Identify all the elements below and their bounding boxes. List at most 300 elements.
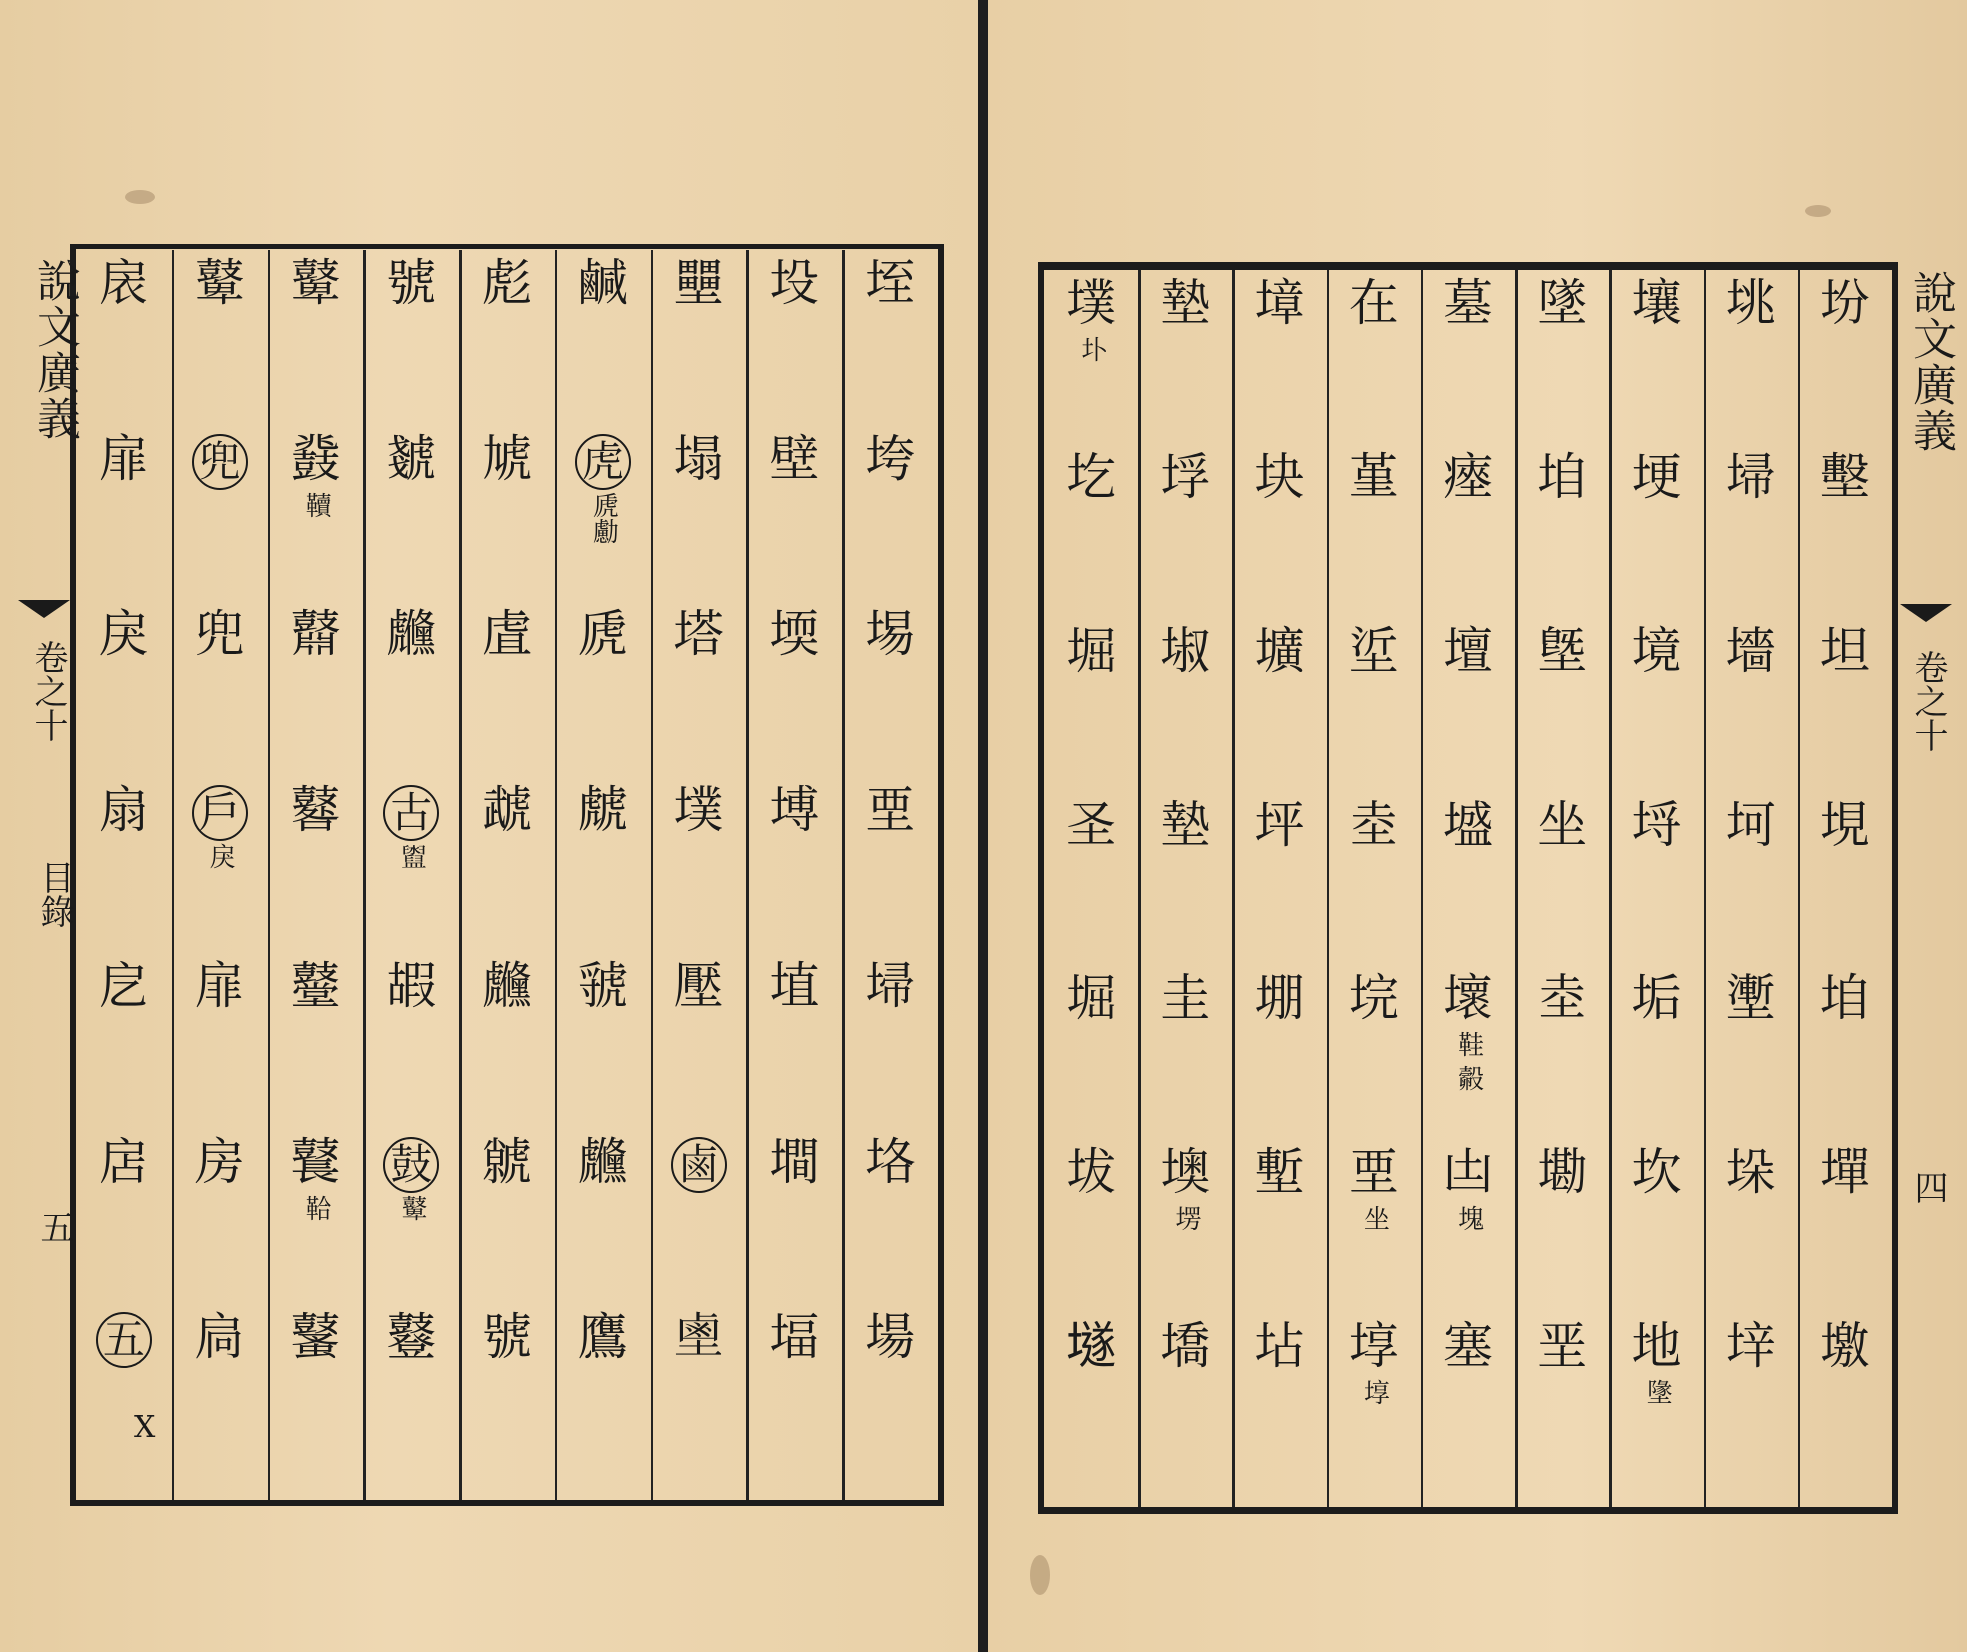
character-cell [1066, 274, 1117, 452]
character: 鼙 [290, 254, 341, 312]
column-rule [555, 250, 558, 1500]
character: 鼚 [290, 1132, 341, 1191]
character: 鼜 [290, 1308, 341, 1367]
character-cell [673, 429, 724, 610]
character-cell [192, 434, 248, 610]
character: 垔 [865, 781, 916, 840]
character: 堧 [769, 605, 820, 664]
character: 塹 [1254, 1143, 1305, 1202]
character-cell [673, 781, 724, 961]
character-cell [1254, 969, 1305, 1147]
character-cell [1348, 969, 1399, 1147]
character: 瘞 [1443, 447, 1493, 506]
character-cell [1819, 274, 1870, 452]
character: 鼛 [290, 781, 341, 840]
character: 垩 [1537, 1317, 1588, 1376]
character-cell [290, 254, 341, 434]
character-cell [577, 956, 628, 1137]
character-cell [1725, 621, 1776, 800]
character: 墻 [1725, 621, 1776, 680]
character-cell [194, 1308, 245, 1488]
character-cell [1725, 447, 1776, 626]
character: 鼞 [290, 956, 341, 1015]
character: 鹹 [577, 254, 628, 312]
character-cell [290, 429, 341, 610]
right-column [1339, 274, 1409, 1495]
character: 埽 [865, 956, 916, 1015]
column-rule [363, 250, 366, 1500]
character: 扉 [194, 956, 245, 1015]
column-rule [1138, 270, 1141, 1507]
left-column [664, 254, 734, 1488]
left-margin-section: 目錄 [34, 860, 74, 928]
character-cell [194, 956, 245, 1137]
variant-note: 𥃔 [396, 843, 427, 870]
left-margin-title: 說文廣義 [29, 258, 80, 442]
column-rule [651, 250, 654, 1500]
character-cell [1443, 447, 1493, 626]
character: 坺 [1066, 1143, 1117, 1202]
character-cell [1348, 795, 1399, 974]
character-cell [1160, 795, 1211, 974]
character: 墣 [1066, 274, 1117, 332]
character: 兜 [194, 605, 245, 664]
character-cell [1160, 447, 1211, 626]
character: 虘 [482, 605, 532, 664]
character: 在 [1348, 274, 1399, 332]
character: 垮 [865, 429, 916, 488]
character: 垶 [1725, 1317, 1776, 1376]
character: 壙 [1254, 621, 1305, 680]
right-column [1150, 274, 1220, 1495]
character-cell [769, 781, 820, 961]
character: 垎 [865, 1132, 916, 1191]
character: 堋 [1254, 969, 1305, 1028]
character-cell [865, 781, 916, 961]
character: 鷹 [577, 1308, 628, 1367]
character: 場 [865, 1308, 916, 1367]
character: 壤 [1631, 274, 1682, 332]
variant-note: 埻 [1359, 1379, 1390, 1406]
character: 坎 [1631, 1143, 1682, 1202]
character-cell [386, 605, 437, 785]
character: 坷 [1725, 795, 1776, 854]
variant-note: 虒勴 [588, 491, 619, 544]
left-column [855, 254, 925, 1488]
character: 墼 [1819, 447, 1870, 506]
character: 垍 [1819, 969, 1870, 1028]
character-cell [865, 1308, 916, 1488]
character: 虪 [577, 1132, 628, 1191]
character: 坴 [1348, 795, 1399, 854]
character: 墊 [1160, 795, 1211, 854]
character-cell [865, 429, 916, 610]
character: 墍 [1537, 621, 1588, 680]
character-cell [1537, 1143, 1588, 1321]
character: 虒 [577, 605, 628, 664]
character-cell [673, 1308, 724, 1488]
character-cell [1819, 621, 1870, 800]
character-cell [1066, 795, 1117, 974]
character-cell [1066, 969, 1117, 1147]
character: 堀 [1066, 969, 1117, 1028]
character: 鼟 [386, 1308, 437, 1367]
right-margin-page-number: 四 [1908, 1170, 1948, 1204]
character: 號 [482, 1308, 532, 1367]
character: 塌 [673, 429, 724, 488]
left-column [280, 254, 350, 1488]
character: 墈 [1537, 1143, 1588, 1202]
character: 虩 [482, 1132, 532, 1191]
character-cell [769, 429, 820, 610]
character: 坴 [1537, 969, 1588, 1028]
character: 房 [194, 1132, 245, 1191]
character-cell [865, 1132, 916, 1313]
radical-header-character: 五 [96, 1312, 152, 1368]
character-cell [194, 1132, 245, 1313]
character: 垍 [1537, 447, 1588, 506]
character: 埸 [865, 605, 916, 664]
character: 墧 [1160, 1317, 1211, 1376]
column-rule [1421, 270, 1424, 1507]
character: 坫 [1254, 1317, 1305, 1376]
character: 虢 [577, 956, 628, 1015]
character-cell [1066, 621, 1117, 800]
character: 墺 [1160, 1143, 1211, 1202]
character-cell [577, 1308, 628, 1488]
character: 壍 [1725, 969, 1776, 1028]
character: 圭 [1160, 969, 1211, 1028]
left-column [89, 254, 159, 1488]
character: 凷 [1443, 1143, 1493, 1202]
character-cell [1254, 621, 1305, 800]
character-cell [482, 1132, 532, 1313]
character: 鼙 [194, 254, 245, 312]
character-cell [1443, 795, 1493, 974]
character-cell [1443, 1143, 1493, 1321]
character-cell [673, 254, 724, 434]
left-column [759, 254, 829, 1488]
character: 垷 [1819, 795, 1870, 854]
character-cell [482, 429, 532, 610]
character: 塔 [673, 605, 724, 664]
character: 壇 [1443, 621, 1493, 680]
binding-hole [1030, 1555, 1050, 1595]
character: 虣 [482, 781, 532, 840]
character-cell [1443, 274, 1493, 452]
character: 虪 [386, 605, 437, 664]
character-cell [482, 956, 532, 1137]
character-cell [865, 605, 916, 785]
character: 嘏 [386, 956, 437, 1015]
character: 扉 [98, 429, 149, 488]
character-cell [1819, 1143, 1870, 1321]
character: 扃 [194, 1308, 245, 1367]
character-cell [575, 434, 631, 610]
character: 垔 [1348, 1143, 1399, 1202]
left-corner-mark: X [134, 1410, 156, 1445]
character-cell [1725, 1317, 1776, 1495]
right-column [1245, 274, 1315, 1495]
character: 坐 [1537, 795, 1588, 854]
character: 垢 [1631, 969, 1682, 1028]
right-fishtail-mark [1900, 604, 1952, 622]
character-cell [1443, 621, 1493, 800]
radical-header-character: 虎 [575, 434, 631, 490]
column-rule [1798, 270, 1801, 1507]
character: 虤 [577, 781, 628, 840]
character: 鼘 [290, 605, 341, 664]
radical-header-character: 鼓 [383, 1137, 439, 1193]
character-cell [1254, 1317, 1305, 1495]
character-cell [1631, 1143, 1682, 1321]
character: 壁 [769, 429, 820, 488]
character-cell [1537, 274, 1588, 452]
character-cell [1819, 1317, 1870, 1495]
column-rule [1704, 270, 1707, 1507]
character: 墜 [1537, 274, 1588, 332]
variant-note: 塊 [1453, 1205, 1484, 1232]
character: 堇 [1348, 447, 1399, 506]
character: 塞 [1443, 1317, 1493, 1376]
character: 墭 [1443, 795, 1493, 854]
character-cell [482, 781, 532, 961]
character: 戾 [98, 605, 149, 664]
character: 埂 [1631, 447, 1682, 506]
right-column [1056, 274, 1126, 1495]
character-cell [290, 605, 341, 785]
variant-note: 韇 [301, 491, 332, 518]
character: 𡑞 [1066, 1317, 1117, 1376]
character-cell [1631, 969, 1682, 1147]
character-cell [1631, 274, 1682, 452]
character-cell [577, 1132, 628, 1313]
character-cell [1160, 969, 1211, 1147]
character: 墇 [1254, 274, 1305, 332]
variant-note: 鞋 㲉 [1453, 1031, 1484, 1092]
character-cell [96, 1312, 152, 1488]
character-cell [1160, 1317, 1211, 1495]
column-rule [459, 250, 462, 1500]
character: 彪 [482, 254, 532, 312]
character: 埻 [1348, 1317, 1399, 1376]
variant-note: 鞈 [301, 1194, 332, 1221]
character-cell [673, 605, 724, 785]
character: 堀 [1066, 621, 1117, 680]
character-cell [192, 785, 248, 961]
character-cell [1066, 447, 1117, 626]
character: 墣 [673, 781, 724, 840]
character-cell [290, 1132, 341, 1313]
left-margin-volume: 卷之十 [28, 640, 68, 742]
character: 虪 [482, 956, 532, 1015]
character-cell [1631, 447, 1682, 626]
character-cell [1348, 1143, 1399, 1321]
right-column [1716, 274, 1786, 1495]
right-column [1433, 274, 1503, 1495]
character: 坋 [1819, 274, 1870, 332]
character-cell [1348, 621, 1399, 800]
radical-header-character: 鹵 [671, 1137, 727, 1193]
character-cell [1254, 795, 1305, 974]
character-cell [98, 429, 149, 610]
right-column [1621, 274, 1691, 1495]
character-cell [386, 1308, 437, 1488]
character: 地 [1631, 1317, 1682, 1376]
character: 垤 [865, 254, 916, 312]
character-cell [671, 1137, 727, 1313]
character: 墠 [1819, 1143, 1870, 1202]
character-cell [1819, 447, 1870, 626]
character-cell [1725, 795, 1776, 974]
character-cell [1160, 621, 1211, 800]
character-cell [1631, 795, 1682, 974]
character-cell [194, 605, 245, 785]
character: 墊 [1160, 274, 1211, 332]
character-cell [769, 254, 820, 434]
character-cell [383, 1137, 439, 1313]
variant-note: 塄 [1170, 1205, 1201, 1232]
character: 埒 [1631, 795, 1682, 854]
book-gutter [978, 0, 988, 1652]
radical-header-character: 兜 [192, 434, 248, 490]
character: 壞 [1443, 969, 1493, 1028]
character-cell [1725, 1143, 1776, 1321]
right-margin-title: 說文廣義 [1905, 270, 1956, 454]
left-column [472, 254, 542, 1488]
character-cell [98, 254, 149, 434]
character: 垗 [1725, 274, 1776, 332]
character: 虓 [482, 429, 532, 488]
character-cell [1254, 1143, 1305, 1321]
character: 埴 [769, 956, 820, 1015]
variant-note: 墬 [1642, 1379, 1673, 1406]
character: 埽 [1725, 447, 1776, 506]
character-cell [1537, 795, 1588, 974]
left-column [568, 254, 638, 1488]
character-cell [1066, 1143, 1117, 1321]
variant-note: 鼙 [396, 1194, 427, 1221]
character-cell [1348, 274, 1399, 452]
character-cell [673, 956, 724, 1137]
character-cell [1537, 1317, 1588, 1495]
character-cell [386, 429, 437, 610]
character-cell [98, 605, 149, 785]
character: 垽 [1348, 621, 1399, 680]
character-cell [290, 1308, 341, 1488]
left-fishtail-mark [18, 600, 70, 618]
character-cell [386, 254, 437, 434]
character: 扇 [98, 781, 149, 840]
character-cell [1160, 1143, 1211, 1321]
character: 戹 [98, 956, 149, 1015]
character: 𪉖 [673, 1308, 724, 1367]
character-cell [482, 254, 532, 434]
character: 坪 [1254, 795, 1305, 854]
character-cell [290, 781, 341, 961]
character-cell [482, 605, 532, 785]
binding-hole [1805, 205, 1831, 217]
character-cell [1725, 274, 1776, 452]
column-rule [1327, 270, 1330, 1507]
character-cell [1725, 969, 1776, 1147]
radical-header-character: 古 [383, 785, 439, 841]
character-cell [1537, 447, 1588, 626]
character: 墹 [769, 1132, 820, 1191]
character-cell [98, 781, 149, 961]
character: 垛 [1725, 1143, 1776, 1202]
character: 墽 [1819, 1317, 1870, 1376]
character: 墓 [1443, 274, 1493, 332]
variant-note: 坐 [1359, 1205, 1390, 1232]
character-cell [98, 1132, 149, 1313]
character-cell [577, 254, 628, 434]
variant-note: 圤 [1076, 336, 1107, 362]
column-rule [172, 250, 175, 1500]
character: 埱 [1160, 621, 1211, 680]
character-cell [577, 781, 628, 961]
character-cell [769, 956, 820, 1137]
character-cell [1254, 447, 1305, 626]
character: 境 [1631, 621, 1682, 680]
character-cell [290, 956, 341, 1137]
binding-hole [125, 190, 155, 204]
character: 圣 [1066, 795, 1117, 854]
character-cell [1066, 1317, 1117, 1495]
character-cell [1631, 621, 1682, 800]
right-column [1527, 274, 1597, 1495]
character-cell [769, 1132, 820, 1313]
column-rule [842, 250, 845, 1500]
character-cell [1819, 795, 1870, 974]
character-cell [1443, 969, 1493, 1147]
column-rule [746, 250, 749, 1500]
right-margin-volume: 卷之十 [1908, 650, 1948, 752]
column-rule [1232, 270, 1235, 1507]
character: 圪 [1066, 447, 1117, 506]
character: 垸 [1348, 969, 1399, 1028]
character: 壓 [673, 956, 724, 1015]
character-cell [98, 956, 149, 1137]
character-cell [386, 956, 437, 1137]
character-cell [1631, 1317, 1682, 1495]
character-cell [1348, 1317, 1399, 1495]
character-cell [482, 1308, 532, 1488]
character: 㙛 [769, 781, 820, 840]
character: 坦 [1819, 621, 1870, 680]
character-cell [1348, 447, 1399, 626]
left-column [376, 254, 446, 1488]
character: 扆 [98, 254, 149, 312]
character: 块 [1254, 447, 1305, 506]
character-cell [1443, 1317, 1493, 1495]
character-cell [194, 254, 245, 434]
left-margin-page-number: 五 [34, 1210, 74, 1244]
radical-header-character: 戶 [192, 785, 248, 841]
character-cell [769, 1308, 820, 1488]
character-cell [1254, 274, 1305, 452]
character: 扂 [98, 1132, 149, 1191]
column-rule [1515, 270, 1518, 1507]
character-cell [1819, 969, 1870, 1147]
right-column [1810, 274, 1880, 1495]
character: 垺 [1160, 447, 1211, 506]
character: 號 [386, 254, 437, 312]
character-cell [865, 254, 916, 434]
character-cell [865, 956, 916, 1137]
left-column [185, 254, 255, 1488]
character: 鼗 [290, 429, 341, 488]
